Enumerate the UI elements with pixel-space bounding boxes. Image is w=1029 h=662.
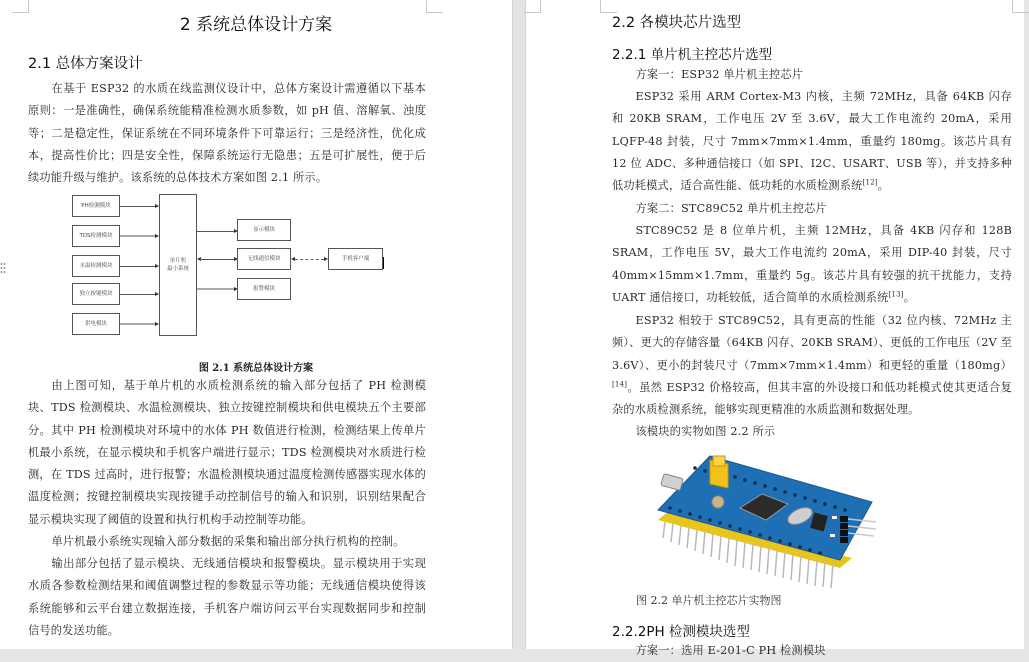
diagram-arrow — [120, 323, 156, 325]
subsection-title: 2.2.2PH 检测模块选型 — [612, 624, 750, 640]
paragraph-cutoff: 方案一：选用 E-201-C PH 检测模块 — [635, 644, 826, 657]
paragraph-text: 。虽然 ESP32 价格较高，但其丰富的外设接口和低功耗模式使其更适合复杂的水质检测系统，能够实现更精准的水质监测和数据处理。 — [612, 380, 1012, 417]
mcu-label-line1: 单片机 — [169, 258, 187, 264]
document-page-left — [0, 0, 512, 649]
paragraph: 在基于 ESP32 的水质在线监测仪设计中，总体方案设计需遵循以下基本原则：一是准确性，确保系统能精准检测水质参数，如 pH 值、溶解氧、浊度等；二是稳定性，保证系统在不同环境条件下可靠运行；三是经济性，优化成本，提高性价比；四是安全性，保障系统运行无隐患；五是可扩展性，便于后续功能升级与维护。该系统的总体技术方案如图 2.1 所示。 — [28, 82, 426, 185]
diagram-arrow — [120, 235, 156, 237]
citation[interactable]: [14] — [612, 380, 628, 389]
diagram-arrow — [120, 206, 156, 207]
subsection-title: 2.2.1 单片机主控芯片选型 — [612, 47, 773, 63]
diagram-box-display: 显示模块 — [237, 219, 291, 241]
mcu-label-line2: 最小系统 — [166, 266, 189, 272]
paragraph: STC89C52 是 8 位单片机，主频 12MHz，具备 4KB 闪存和 128B SRAM，工作电压 5V，最大工作电流约 20mA，采用 DIP-40 封装，尺寸 40mm×15mm×1.7mm，重量约 5g。该芯片具有较强的抗干扰能力，支持 UART 通信接口，功耗较低，适合简单的水质检测系统[13]。 — [612, 224, 1012, 304]
option-label: 方案一：ESP32 单片机主控芯片 — [635, 68, 804, 81]
paragraph-text: ESP32 采用 ARM Cortex-M3 内核，主频 72MHz，具备 64KB 闪存和 20KB SRAM，工作电压 2V 至 3.6V，最大工作电流约 20mA，采用 LQFP-48 封装，尺寸 7mm×7mm×1.4mm，重量约 180mg。该芯片具有 12 位 ADC、多种通信接口（如 SPI、I2C、USART、USB 等），并支持多种低功耗模式，适合高性能、低功耗的水质检测系统 — [612, 90, 1012, 193]
diagram-box-ph: PH检测模块 — [72, 195, 120, 217]
figure-intro: 该模块的实物如图 2.2 所示 — [635, 425, 776, 438]
citation[interactable]: [13] — [888, 290, 904, 299]
drag-handle-icon[interactable] — [0, 262, 6, 274]
citation[interactable]: [12] — [862, 178, 878, 187]
diagram-dashed-link — [295, 259, 324, 260]
page-corner-mark — [524, 0, 541, 13]
section-title: 2.2 各模块芯片选型 — [612, 15, 742, 31]
diagram-arrow — [197, 231, 235, 232]
diagram-box-temp: 水温检测模块 — [72, 255, 120, 277]
diagram-box-power: 供电模块 — [72, 313, 120, 335]
diagram-box-key: 独立按键模块 — [72, 283, 120, 305]
diagram-box-mcu — [159, 194, 197, 336]
diagram-arrow — [120, 294, 156, 295]
page-corner-mark — [1012, 0, 1029, 13]
figure-caption: 图 2.2 单片机主控芯片实物图 — [636, 594, 782, 607]
option-label: 方案二：STC89C52 单片机主控芯片 — [635, 202, 827, 215]
paragraph-text: STC89C52 是 8 位单片机，主频 12MHz，具备 4KB 闪存和 128B SRAM，工作电压 5V，最大工作电流约 20mA，采用 DIP-40 封装，尺寸 40mm×15mm×1.7mm，重量约 5g。该芯片具有较强的抗干扰能力，支持 UART 通信接口，功耗较低，适合简单的水质检测系统 — [612, 224, 1012, 304]
text-cursor — [383, 257, 384, 269]
paragraph-text: ESP32 相较于 STC89C52，具有更高的性能（32 位内核、72MHz 主频）、更大的存储容量（64KB 闪存、20KB SRAM）、更低的工作电压（2V 至 3.6V）、更小的封装尺寸（7mm×7mm×1.4mm）和更轻的重量（180mg） — [612, 314, 1013, 372]
paragraph: 单片机最小系统实现输入部分数据的采集和输出部分执行机构的控制。 — [51, 535, 405, 548]
figure-caption: 图 2.1 系统总体设计方案 — [198, 363, 314, 374]
page-gutter — [512, 0, 526, 649]
chapter-title: 2 系统总体设计方案 — [179, 15, 333, 35]
diagram-box-client: 手机客户端 — [328, 248, 383, 270]
paragraph: 由上图可知，基于单片机的水质检测系统的输入部分包括了 PH 检测模块、TDS 检测模块、水温检测模块、独立按键控制模块和供电模块五个主要部分。其中 PH 检测模块对环境中的水体 PH 数值进行检测，检测结果上传单片机最小系统，在显示模块和手机客户端进行显示；TDS 检测模块对水质进行检测，在 TDS 过高时，进行报警；水温检测模块通过温度检测传感器实现水体的温度检测；按键控制模块实现按键手动控制信号的输入和识别，识别结果配合显示模块实现了阈值的设置和执行机构手动控制等功能。 — [28, 379, 426, 526]
diagram-box-wireless: 无线通信模块 — [237, 248, 291, 270]
paragraph: ESP32 采用 ARM Cortex-M3 内核，主频 72MHz，具备 64KB 闪存和 20KB SRAM，工作电压 2V 至 3.6V，最大工作电流约 20mA，采用 LQFP-48 封装，尺寸 7mm×7mm×1.4mm，重量约 180mg。该芯片具有 12 位 ADC、多种通信接口（如 SPI、I2C、USART、USB 等），并支持多种低功耗模式，适合高性能、低功耗的水质检测系统[12]。 — [612, 90, 1012, 193]
section-title: 2.1 总体方案设计 — [28, 56, 143, 72]
diagram-arrow — [197, 288, 235, 290]
diagram-box-tds: TDS检测模块 — [72, 225, 120, 247]
diagram-arrow — [120, 266, 156, 267]
mcu-board-photo — [640, 450, 890, 590]
diagram-box-alarm: 报警模块 — [237, 278, 291, 300]
diagram-arrow — [200, 259, 235, 260]
system-block-diagram — [60, 190, 400, 340]
paragraph: 输出部分包括了显示模块、无线通信模块和报警模块。显示模块用于实现水质各参数检测结果和阈值调整过程的参数显示等功能；无线通信模块使得该系统能够和云平台建立数据连接，手机客户端访问云平台实现数据同步和控制信号的发送功能。 — [28, 557, 426, 637]
paragraph — [612, 310, 1012, 421]
